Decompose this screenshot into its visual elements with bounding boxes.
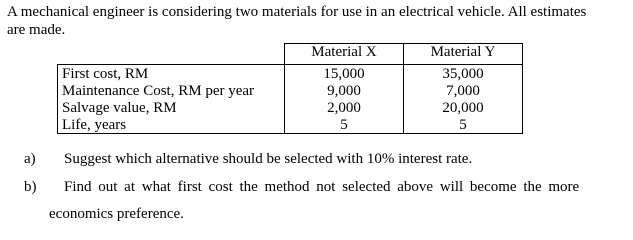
- header-material-y: Material Y: [404, 44, 523, 65]
- row-label: Life, years: [58, 116, 285, 134]
- table-row: [58, 82, 523, 99]
- material-x-value: 2,000: [285, 99, 404, 116]
- material-x-value: 9,000: [285, 82, 404, 99]
- table-row: [58, 116, 523, 134]
- row-label: Maintenance Cost, RM per year: [58, 82, 285, 99]
- table-row: [58, 65, 523, 83]
- header-material-x: Material X: [285, 44, 404, 65]
- material-x-value: 15,000: [285, 65, 404, 83]
- question-marker: a): [24, 151, 36, 167]
- question-b-continuation: economics preference.: [49, 206, 184, 222]
- table-row: [58, 99, 523, 116]
- material-y-value: 5: [404, 116, 523, 134]
- row-label: Salvage value, RM: [58, 99, 285, 116]
- header-blank-cell: [58, 44, 285, 65]
- material-y-value: 20,000: [404, 99, 523, 116]
- material-x-value: 5: [285, 116, 404, 134]
- question-text: Find out at what first cost the method not selected above will become the more: [64, 179, 580, 195]
- question-b: [24, 178, 624, 198]
- material-y-value: 7,000: [404, 82, 523, 99]
- table-header-row: [58, 44, 523, 65]
- question-marker: b): [24, 179, 37, 195]
- question-text: Suggest which alternative should be selected with 10% interest rate.: [64, 151, 473, 167]
- materials-table: [57, 43, 523, 134]
- problem-statement: A mechanical engineer is considering two materials for use in an electrical vehicle. All estimates are made.: [7, 4, 587, 38]
- material-y-value: 35,000: [404, 65, 523, 83]
- question-a: [24, 150, 624, 170]
- row-label: First cost, RM: [58, 65, 285, 83]
